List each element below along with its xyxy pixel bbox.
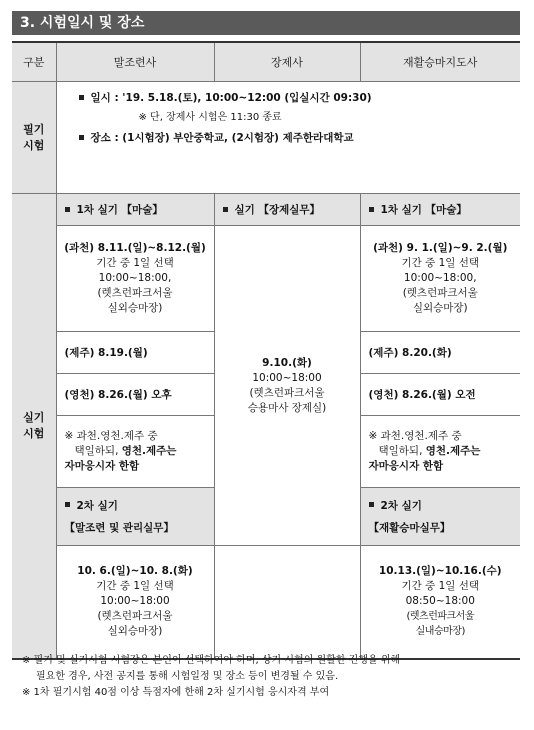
header-category: 구분 xyxy=(12,42,56,82)
square-bullet-icon xyxy=(223,207,228,212)
col1-jeju: (제주) 8.19.(월) xyxy=(56,332,214,374)
footer-note-1b: 필요한 경우, 사전 공지를 통해 시험일정 및 장소 등이 변경될 수 있음. xyxy=(36,671,339,682)
header-horse-trainer: 말조련사 xyxy=(56,42,214,82)
col2-schedule: 9.10.(화) 10:00~18:00 (렛츠런파크서울 승용마사 장제실) xyxy=(214,226,360,546)
col3-note: ※ 과천.영천.제주 중 택일하되, 영천.제주는 자마응시자 한함 xyxy=(360,416,520,488)
header-rehab-riding: 재활승마지도사 xyxy=(360,42,520,82)
practical-row-1 xyxy=(12,194,520,226)
col1-header1: 1차 실기 【마술】 xyxy=(56,194,214,226)
square-bullet-icon xyxy=(369,207,374,212)
col1-header2: 2차 실기 【말조련 및 관리실무】 xyxy=(56,488,214,546)
written-datetime: 일시 : '19. 5.18.(토), 10:00~12:00 (입실시간 09:30) xyxy=(90,92,372,104)
square-bullet-icon xyxy=(65,502,70,507)
written-note: ※ 단, 장제사 시험은 11:30 종료 xyxy=(138,112,282,123)
practical-exam-label: 실기 시험 xyxy=(12,194,56,659)
section-title: 3. 시험일시 및 장소 xyxy=(12,11,520,35)
col3-yeongcheon: (영천) 8.26.(월) 오전 xyxy=(360,374,520,416)
written-exam-label: 필기 시험 xyxy=(12,82,56,194)
footer-notes xyxy=(22,653,518,701)
square-bullet-icon xyxy=(79,135,84,140)
footer-note-1a: ※ 필기 및 실기시험 시험장은 본인이 선택하여야 하며, 상기 시험의 원활한 진행을 위해 xyxy=(22,655,401,666)
col1-block2: 10. 6.(일)~10. 8.(화) 기간 중 1일 선택 10:00~18:00 (렛츠런파크서울 실외승마장) xyxy=(56,546,214,659)
square-bullet-icon xyxy=(369,502,374,507)
col3-jeju: (제주) 8.20.(화) xyxy=(360,332,520,374)
practical-row-2 xyxy=(12,226,520,332)
square-bullet-icon xyxy=(65,207,70,212)
header-farrier: 장제사 xyxy=(214,42,360,82)
col3-header2: 2차 실기 【재활승마실무】 xyxy=(360,488,520,546)
written-exam-details xyxy=(56,82,520,194)
written-location: 장소 : (1시험장) 부안중학교, (2시험장) 제주한라대학교 xyxy=(90,132,354,144)
square-bullet-icon xyxy=(79,95,84,100)
col1-note: ※ 과천.영천.제주 중 택일하되, 영천.제주는 자마응시자 한함 xyxy=(56,416,214,488)
col3-block1: (과천) 9. 1.(일)~9. 2.(월) 기간 중 1일 선택 10:00~18:00, (렛츠런파크서울 실외승마장) xyxy=(360,226,520,332)
col2-empty-cell xyxy=(214,546,360,659)
col2-header: 실기 【장제실무】 xyxy=(214,194,360,226)
table-header-row xyxy=(12,42,520,82)
col1-yeongcheon: (영천) 8.26.(월) 오후 xyxy=(56,374,214,416)
footer-note-2: ※ 1차 필기시험 40점 이상 득점자에 한해 2차 실기시험 응시자격 부여 xyxy=(22,687,330,698)
col3-header1: 1차 실기 【마술】 xyxy=(360,194,520,226)
col1-block1: (과천) 8.11.(일)~8.12.(월) 기간 중 1일 선택 10:00~18:00, (렛츠런파크서울 실외승마장) xyxy=(56,226,214,332)
practical-row-7 xyxy=(12,546,520,659)
exam-schedule-table xyxy=(12,41,520,660)
written-exam-row xyxy=(12,82,520,194)
col3-block2: 10.13.(일)~10.16.(수) 기간 중 1일 선택 08:50~18:00 (렛츠런파크서울 실내승마장) xyxy=(360,546,520,659)
